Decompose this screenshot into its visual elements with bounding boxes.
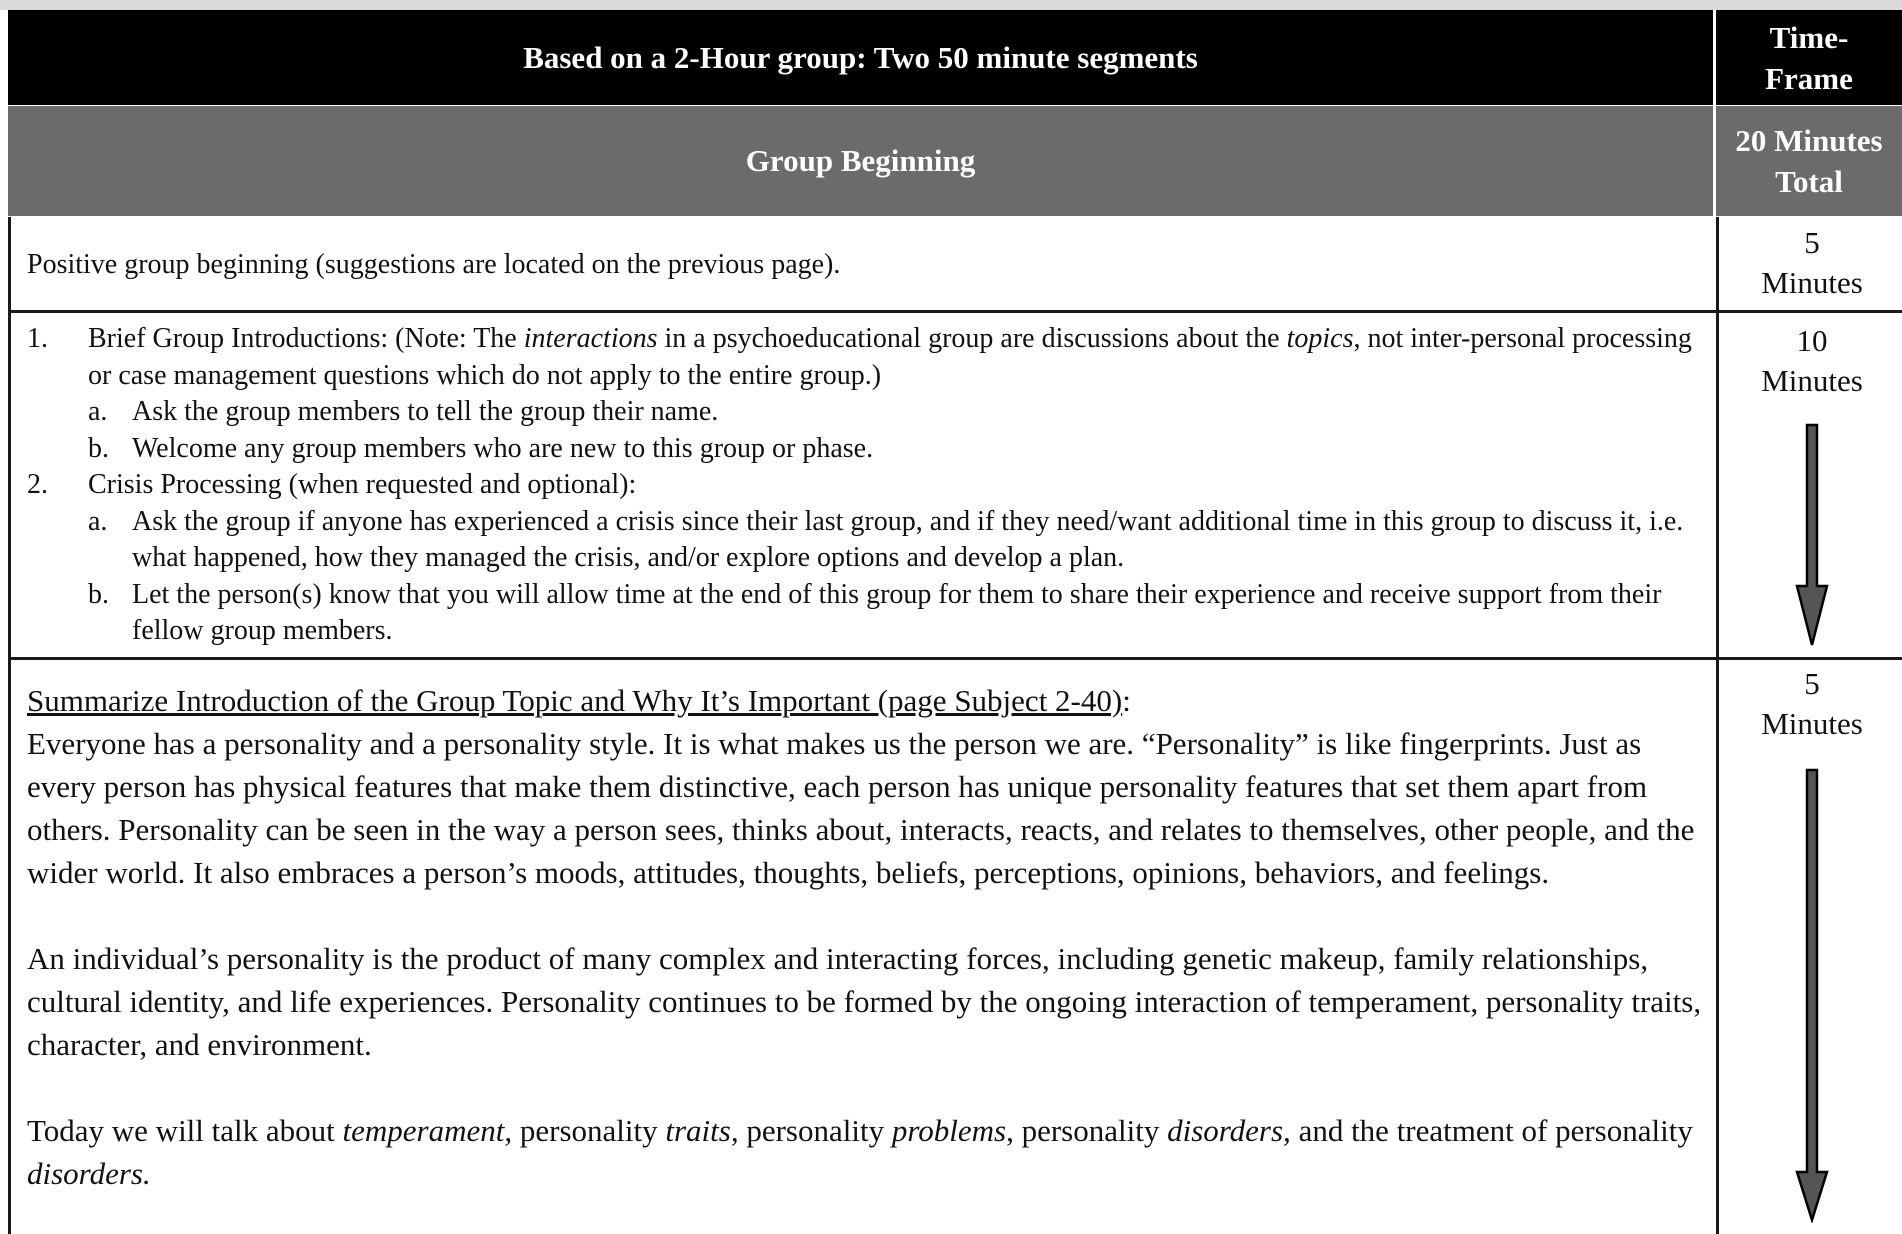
sub-letter: b. — [88, 432, 109, 464]
timeframe-line-2: Frame — [1765, 60, 1853, 96]
timeframe-line-1: Time- — [1769, 19, 1849, 55]
header-title-cell — [8, 10, 1713, 105]
section-total-line-2: Total — [1775, 164, 1843, 199]
sub-list-item: b. Let the person(s) know that you will allow time at the end of this group for them to share their experience and receive support from their fellow group members. — [88, 578, 1662, 646]
sub-list-item: a. Ask the group members to tell the group their name. — [88, 394, 1702, 431]
time-value: 10 — [1796, 323, 1828, 358]
time-cell — [1716, 313, 1902, 657]
time-unit: Minutes — [1761, 706, 1863, 741]
time-unit: Minutes — [1761, 265, 1863, 300]
section-total-line-1: 20 Minutes — [1735, 123, 1883, 158]
list-item: 1. Brief Group Introductions: (Note: The interactions in a psychoeducational group are discussions about the topics, not inter-personal processing or case management questions which do not apply to the entire group.) — [27, 323, 1692, 391]
section-title: Group Beginning — [745, 143, 976, 178]
activity-cell — [11, 660, 1716, 1234]
paragraph: An individual’s personality is the product of many complex and interacting forces, including genetic makeup, family relationships, cultural identity, and life experiences. Personality continues to be formed by the ongoing interaction of temperament, personality traits, character, and environment. — [27, 941, 1702, 1062]
activity-list — [11, 313, 1716, 650]
time-value: 5 — [1804, 225, 1820, 260]
table-header-row — [8, 10, 1902, 105]
activity-cell — [11, 217, 1716, 310]
sub-list-item: b. Welcome any group members who are new to this group or phase. — [88, 431, 1702, 468]
time-cell — [1716, 217, 1902, 310]
topic-heading: Summarize Introduction of the Group Topic and Why It’s Important (page Subject 2-40): — [27, 683, 1131, 718]
activity-cell — [11, 313, 1716, 657]
list-number: 2. — [27, 469, 48, 500]
time-value-block — [1719, 660, 1902, 744]
time-value: 5 — [1804, 666, 1820, 701]
table-row — [8, 313, 1902, 660]
sub-letter: a. — [88, 505, 108, 537]
time-unit: Minutes — [1761, 363, 1863, 398]
paragraph: Everyone has a personality and a personality style. It is what makes us the person we are. “Personality” is like fingerprints. Just as every person has physical features that make them distinctive, each person has unique personality features that set them apart from others. Personality can be seen in the way a person sees, thinks about, interacts, reacts, and relates to themselves, other people, and the wider world. It also embraces a person’s moods, attitudes, thoughts, beliefs, perceptions, opinions, behaviors, and feelings. — [27, 726, 1695, 890]
activity-text: Positive group beginning (suggestions are located on the previous page). — [27, 249, 841, 280]
sub-list-item: a. Ask the group if anyone has experienced a crisis since their last group, and if they need/want additional time in this group to discuss it, i.e. what happened, how they managed the crisis, and/or explore options and develop a plan. — [88, 505, 1684, 573]
table-row — [8, 660, 1902, 1234]
time-cell — [1716, 660, 1902, 1234]
section-header-row — [8, 106, 1902, 216]
schedule-table — [8, 10, 1902, 1234]
table-row — [8, 217, 1902, 313]
list-number: 1. — [27, 323, 48, 354]
topic-introduction — [11, 660, 1716, 1195]
top-margin — [0, 0, 1902, 10]
header-timeframe-cell — [1713, 10, 1902, 105]
down-arrow-icon — [1795, 768, 1829, 1223]
time-value-block — [1719, 313, 1902, 401]
sub-letter: b. — [88, 578, 109, 610]
header-title: Based on a 2-Hour group: Two 50 minute segments — [523, 39, 1198, 75]
header-timeframe — [1716, 10, 1902, 105]
list-item: 2. Crisis Processing (when requested and optional): — [27, 467, 1702, 504]
sub-letter: a. — [88, 396, 108, 427]
paragraph: Today we will talk about temperament, personality traits, personality problems, personality disorders, and the treatment of personality disorders. — [27, 1113, 1693, 1191]
down-arrow-icon — [1795, 423, 1829, 648]
section-total-cell — [1713, 106, 1902, 216]
section-title-cell — [8, 106, 1713, 216]
section-total — [1716, 106, 1902, 216]
time-value-block — [1719, 217, 1902, 303]
